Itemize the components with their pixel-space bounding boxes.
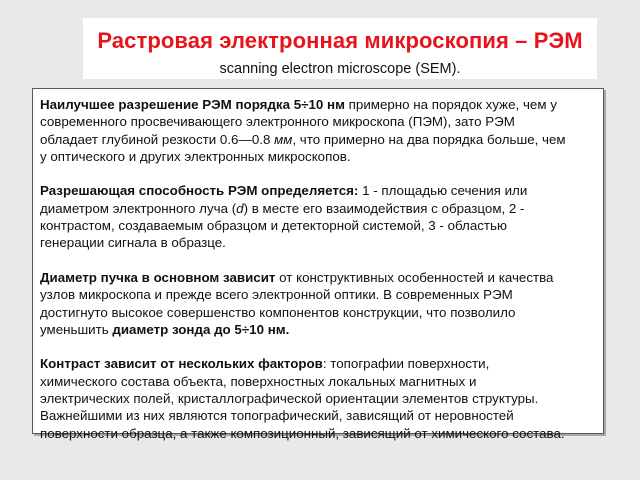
text-line: [40, 286, 597, 303]
text-run: диаметром электронного луча (: [40, 200, 237, 216]
bold-text: Наилучшее разрешение РЭМ порядка 5÷10 нм: [40, 97, 345, 112]
text-line: [40, 390, 597, 407]
slide-title: Растровая электронная микроскопия – РЭМ: [97, 28, 583, 53]
text-line: [40, 425, 597, 442]
text-line: [40, 407, 597, 424]
text-line: [40, 234, 597, 251]
text-run: узлов микроскопа и прежде всего электронной оптики. В современных РЭМ: [40, 287, 513, 303]
text-run: генерации сигнала в образце.: [40, 235, 226, 251]
paragraph-contrast: [40, 355, 597, 441]
italic-text: мм: [274, 131, 293, 147]
text-run: , что примерно на два порядка больше, чем: [292, 131, 566, 147]
text-run: современного просвечивающего электронного микроскопа (ПЭМ), зато РЭМ: [40, 114, 515, 130]
text-run: достигнуто высокое совершенство компонентов конструкции, что позволило: [40, 304, 516, 320]
title-panel: [83, 18, 597, 79]
text-line: [40, 373, 597, 390]
bold-text: Контраст зависит от нескольких факторов: [40, 356, 323, 372]
text-run: 1 - площадью сечения или: [358, 183, 528, 199]
text-run: ) в месте его взаимодействия с образцом, 2 -: [243, 200, 525, 216]
text-run: уменьшить: [40, 321, 113, 337]
paragraph-resolution: [40, 96, 597, 165]
bold-text: Диаметр пучка в основном зависит: [40, 269, 276, 285]
text-run: у оптического и других электронных микроскопов.: [40, 148, 351, 164]
text-line: [40, 321, 597, 338]
text-line: [40, 355, 597, 372]
text-line: [40, 148, 597, 165]
text-run: Важнейшими из них являются топографический, зависящий от неровностей: [40, 408, 514, 424]
text-run: примерно на порядок хуже, чем у: [344, 97, 557, 112]
text-line: [40, 96, 597, 113]
paragraph-beam-diameter: [40, 269, 597, 338]
bold-text: Разрешающая способность РЭМ определяется:: [40, 183, 359, 199]
bold-text: диаметр зонда до 5÷10 нм.: [112, 321, 290, 337]
text-run: : топографии поверхности,: [322, 356, 490, 372]
content-box: [32, 88, 604, 441]
text-run: электрических полей, кристаллографической ориентации элементов структуры.: [40, 391, 539, 407]
text-line: [40, 269, 597, 286]
text-run: от конструктивных особенностей и качества: [275, 269, 554, 285]
text-line: [40, 182, 597, 199]
text-run: обладает глубиной резкости 0.6—0.8: [40, 131, 275, 147]
text-line: [40, 217, 597, 234]
text-line: [40, 113, 597, 130]
text-run: химического состава объекта, поверхностных локальных магнитных и: [40, 373, 477, 389]
text-run: контрастом, создаваемым образцом и детекторной системой, 3 - областью: [40, 218, 507, 234]
text-run: поверхности образца, а также композиционный, зависящий от химического состава.: [40, 425, 565, 441]
text-line: [40, 200, 597, 217]
paragraph-resolving-power: [40, 182, 597, 251]
text-line: [40, 131, 597, 148]
slide-subtitle: scanning electron microscope (SEM).: [219, 61, 461, 77]
text-line: [40, 304, 597, 321]
italic-text: d: [236, 200, 244, 216]
